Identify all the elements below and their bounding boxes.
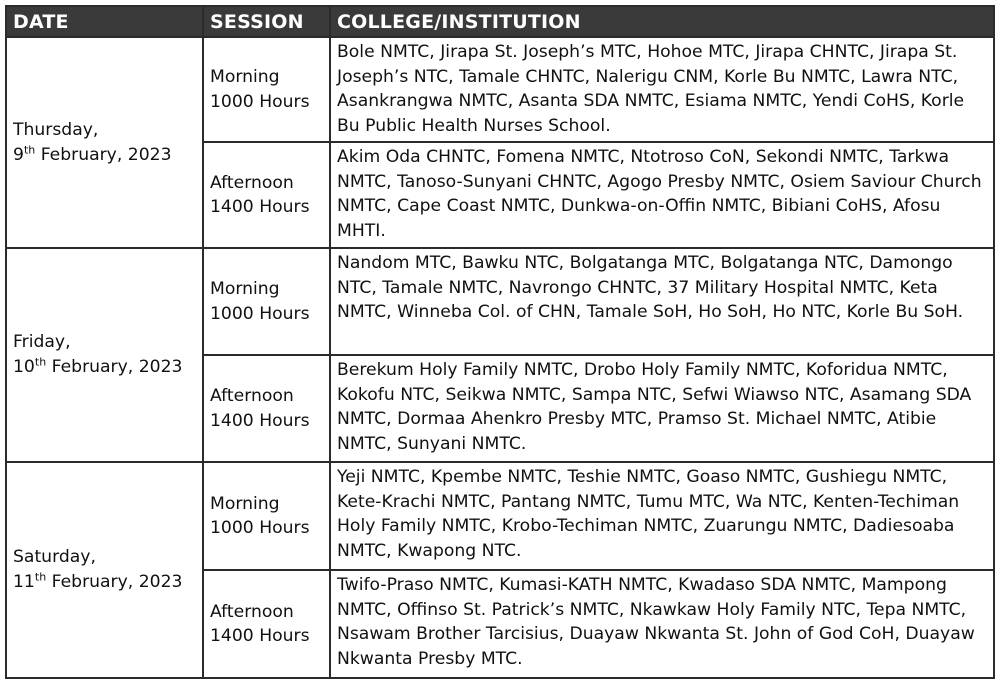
institutions-cell: Twifo-Praso NMTC, Kumasi-KATH NMTC, Kwadaso SDA NMTC, Mampong NMTC, Offinso St. Patrick’s NMTC, Nkawkaw Holy Family NTC, Tepa NMTC, Nsawam Brother Tarcisius, Duayaw Nkwanta St. John of God CoH, Duayaw Nkwanta Presby MTC.	[330, 570, 994, 678]
table-row	[6, 248, 994, 355]
session-cell	[203, 37, 330, 142]
month-year: February, 2023	[46, 357, 183, 377]
table-row	[6, 37, 994, 142]
day-suffix: th	[34, 570, 47, 584]
session-cell	[203, 248, 330, 355]
date-label	[13, 355, 196, 380]
session-name: Afternoon	[210, 386, 294, 406]
month-year: February, 2023	[35, 144, 172, 165]
session-name: Morning	[210, 67, 280, 87]
session-time: 1400 Hours	[210, 410, 310, 431]
date-cell-friday	[6, 248, 203, 462]
session-cell	[203, 355, 330, 462]
session-name: Afternoon	[210, 601, 294, 622]
day-number: 10	[13, 357, 35, 377]
institutions-cell: Nandom MTC, Bawku NTC, Bolgatanga MTC, Bolgatanga NTC, Damongo NTC, Tamale NMTC, Navrongo CHNTC, 37 Military Hospital NMTC, Keta NMTC, Winneba Col. of CHN, Tamale SoH, Ho SoH, Ho NTC, Korle Bu SoH.	[330, 248, 994, 355]
session-cell	[203, 462, 330, 570]
session-time: 1400 Hours	[210, 197, 310, 217]
session-time: 1400 Hours	[210, 626, 310, 646]
session-name: Morning	[210, 279, 280, 299]
header-date: DATE	[6, 6, 203, 37]
weekday-label: Saturday,	[13, 547, 96, 567]
institutions-cell: Berekum Holy Family NMTC, Drobo Holy Family NMTC, Koforidua NMTC, Kokofu NTC, Seikwa NMTC, Sampa NTC, Sefwi Wiawso NTC, Asamang SDA NMTC, Dormaa Ahenkro Presby MTC, Pramso St. Michael NMTC, Atibie NMTC, Sunyani NMTC.	[330, 355, 994, 462]
date-cell-saturday	[6, 462, 203, 678]
day-suffix: th	[23, 142, 36, 156]
institutions-cell: Bole NMTC, Jirapa St. Joseph’s MTC, Hohoe MTC, Jirapa CHNTC, Jirapa St. Joseph’s NTC, Tamale CHNTC, Nalerigu CNM, Korle Bu NMTC, Lawra NTC, Asankrangwa NMTC, Asanta SDA NMTC, Esiama NMTC, Yendi CoHS, Korle Bu Public Health Nurses School.	[330, 37, 994, 142]
month-year: February, 2023	[46, 572, 183, 592]
schedule-document	[5, 5, 993, 689]
header-institution: COLLEGE/INSTITUTION	[330, 6, 994, 37]
session-time: 1000 Hours	[210, 91, 310, 112]
institutions-cell: Yeji NMTC, Kpembe NMTC, Teshie NMTC, Goaso NMTC, Gushiegu NMTC, Kete-Krachi NMTC, Pantang NMTC, Tumu MTC, Wa NTC, Kenten-Techiman Holy Family NMTC, Krobo-Techiman NMTC, Zuarungu NMTC, Dadiesoaba NMTC, Kwapong NTC.	[330, 462, 994, 570]
day-suffix: th	[34, 355, 47, 369]
session-name: Morning	[210, 493, 280, 514]
session-cell	[203, 570, 330, 678]
schedule-table	[5, 5, 995, 679]
session-time: 1000 Hours	[210, 303, 310, 324]
date-cell-thursday	[6, 37, 203, 248]
institutions-cell: Akim Oda CHNTC, Fomena NMTC, Ntotroso CoN, Sekondi NMTC, Tarkwa NMTC, Tanoso-Sunyani CHNTC, Agogo Presby NMTC, Osiem Saviour Church NMTC, Cape Coast NMTC, Dunkwa-on-Offin NMTC, Bibiani CoHS, Afosu MHTI.	[330, 142, 994, 248]
header-row	[6, 6, 994, 37]
header-session: SESSION	[203, 6, 330, 37]
table-row	[6, 462, 994, 570]
session-cell	[203, 142, 330, 248]
session-time: 1000 Hours	[210, 518, 310, 538]
weekday-label: Friday,	[13, 332, 71, 352]
session-name: Afternoon	[210, 172, 294, 193]
day-number: 9	[13, 144, 24, 165]
date-label	[13, 570, 196, 595]
weekday-label: Thursday,	[13, 119, 99, 140]
day-number: 11	[13, 572, 35, 592]
date-label	[13, 143, 196, 168]
